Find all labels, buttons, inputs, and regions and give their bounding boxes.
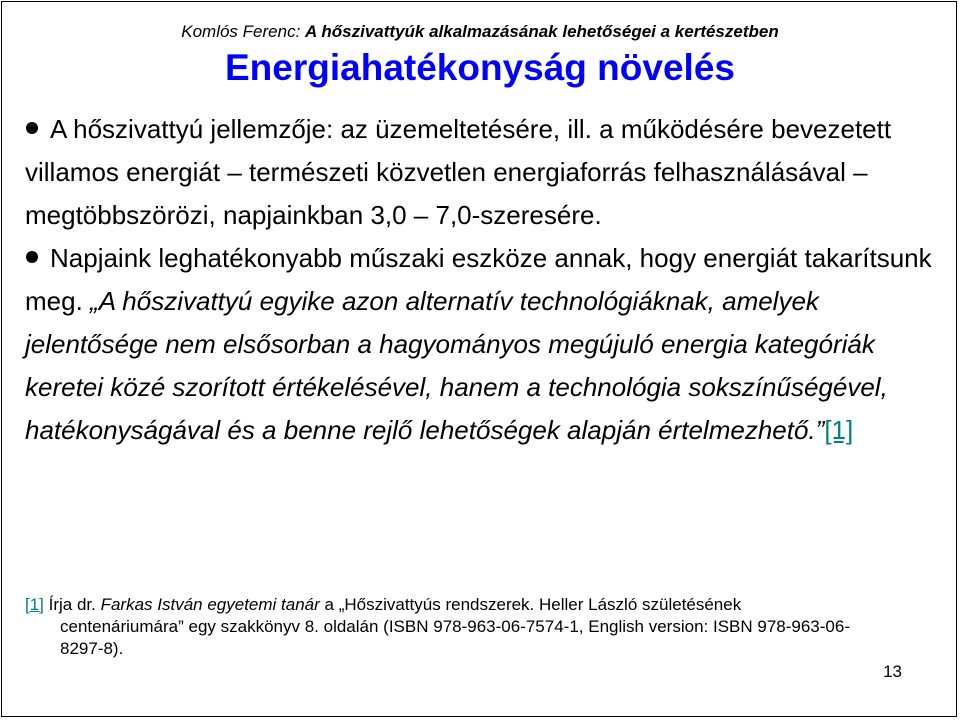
bullet-2-quote: „A hőszivattyú egyike azon alternatív technológiáknak, amelyek jelentősége nem elsősorban a hagyományos megújuló energia kategóriák keretei közé szorított értékelésével, hanem a technológia sokszínűségével, hatékonyságával és a benne rejlő lehetőségek alapján értelmezhető.” — [25, 286, 888, 445]
footnote-line-3: 8297-8). — [60, 639, 124, 658]
footnote-line-2: centenáriumára” egy szakkönyv 8. oldalán (ISBN 978-963-06-7574-1, English version: ISBN 978-963-06- — [60, 617, 850, 636]
footnote-text-1: Írja dr. — [43, 595, 101, 614]
slide-header — [0, 22, 960, 42]
page-number: 13 — [883, 662, 902, 681]
bullet-2-text: Napjaink leghatékonyabb műszaki eszköze annak, hogy energiát takarítsunk meg. — [25, 243, 932, 316]
slide-content — [25, 108, 935, 452]
header-author: Komlós Ferenc: — [181, 22, 301, 41]
slide-title: Energiahatékonyság növelés — [225, 47, 735, 88]
bullet-paragraph-1 — [25, 108, 935, 237]
footnote-text-2: a „Hőszivattyús rendszerek. Heller László születésének — [319, 595, 742, 614]
footnote-reference-link[interactable]: [1] — [824, 415, 854, 445]
header-subject: A hőszivattyúk alkalmazásának lehetőségei a kertészetben — [305, 22, 779, 41]
footnote-author-italic: Farkas István egyetemi tanár — [100, 595, 320, 614]
footnote — [25, 594, 930, 660]
bullet-dot-icon — [26, 122, 38, 134]
footnote-marker-link[interactable]: [1] — [25, 595, 44, 614]
bullet-dot-icon — [26, 251, 38, 263]
bullet-paragraph-2 — [25, 237, 935, 452]
bullet-1-text: A hőszivattyú jellemzője: az üzemeltetésére, ill. a működésére bevezetett villamos energiát – természeti közvetlen energiaforrás felhasználásával – megtöbbszörözi, napjainkban 3,0 – 7,0-szeresére. — [25, 114, 892, 230]
